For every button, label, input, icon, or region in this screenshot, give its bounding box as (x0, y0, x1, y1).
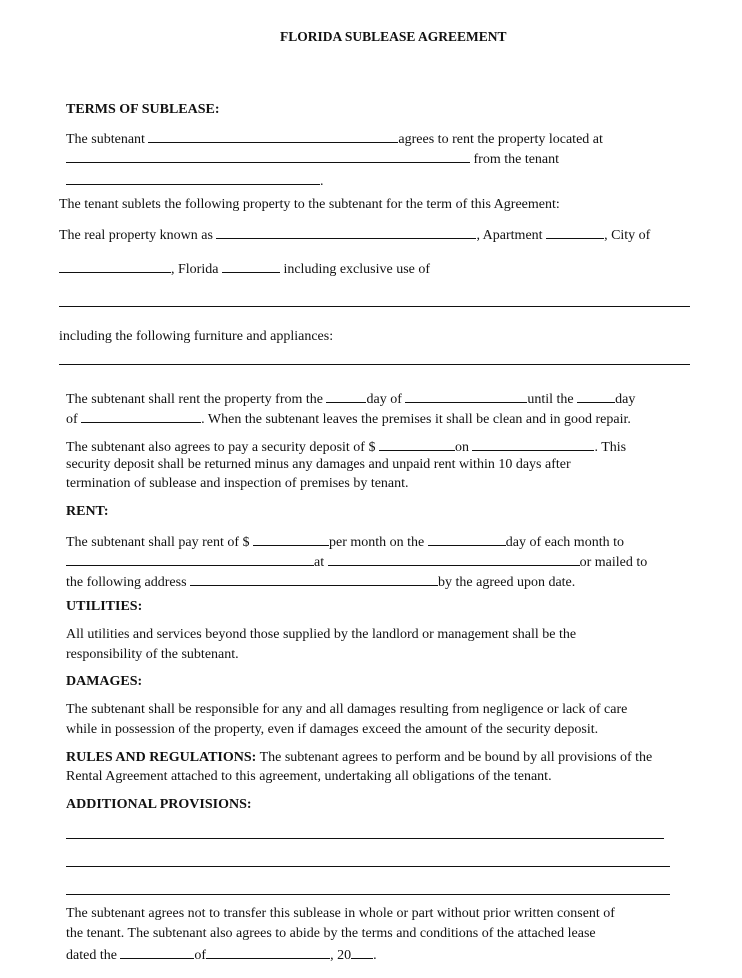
rules-line-2: Rental Agreement attached to this agreement, undertaking all obligations of the tenant. (66, 769, 552, 784)
florida-label: , Florida (171, 262, 219, 277)
county-field[interactable] (222, 258, 280, 273)
apartment-field[interactable] (546, 224, 604, 239)
rent-from-label: The subtenant shall rent the property from the (66, 392, 323, 407)
agreed-date-label: by the agreed upon date. (438, 575, 576, 590)
lease-month-field[interactable] (206, 944, 330, 959)
additional-provisions-field-2[interactable] (66, 866, 670, 867)
rent-heading: RENT: (66, 504, 109, 519)
rules-heading: RULES AND REGULATIONS: (66, 750, 257, 765)
apartment-label: , Apartment (476, 228, 543, 243)
leave-clean-text: . When the subtenant leaves the premises it shall be clean and in good repair. (201, 412, 631, 427)
terms-line1-end: agrees to rent the property located at (398, 132, 603, 147)
per-month-label: per month on the (329, 535, 425, 550)
closing-line-1: The subtenant agrees not to transfer this sublease in whole or part without prior written consent of (66, 906, 615, 921)
furniture-label: including the following furniture and appliances: (59, 329, 334, 344)
term-line-2 (66, 408, 631, 429)
rules-line1-text: The subtenant agrees to perform and be bound by all provisions of the (256, 750, 653, 765)
city-line (59, 258, 430, 279)
rent-line-1 (66, 531, 624, 552)
rent-location-field[interactable] (328, 551, 580, 566)
rent-payee-field[interactable] (66, 551, 314, 566)
city-of-label: , City of (604, 228, 651, 243)
deposit-line-2: security deposit shall be returned minus any damages and unpaid rent within 10 days after (66, 457, 571, 472)
exclusive-use-field[interactable] (59, 306, 690, 307)
document-title: FLORIDA SUBLEASE AGREEMENT (280, 29, 507, 44)
additional-provisions-heading: ADDITIONAL PROVISIONS: (66, 797, 252, 812)
terms-line-2 (66, 148, 559, 169)
deposit-this-label: . This (594, 440, 627, 455)
rent-day-field[interactable] (428, 531, 506, 546)
deposit-label: The subtenant also agrees to pay a security deposit of $ (66, 440, 376, 455)
rules-line-1 (66, 749, 652, 767)
property-known-line (59, 224, 650, 245)
term-line-1 (66, 388, 635, 409)
closing-line-3 (66, 944, 377, 965)
terms-heading: TERMS OF SUBLEASE: (66, 102, 220, 117)
until-the-label: until the (527, 392, 574, 407)
rent-line-3 (66, 571, 575, 592)
utilities-heading: UTILITIES: (66, 599, 143, 614)
of-label: of (66, 412, 78, 427)
rent-line-2 (66, 551, 647, 572)
start-month-field[interactable] (405, 388, 527, 403)
rent-amount-field[interactable] (253, 531, 329, 546)
lease-day-field[interactable] (120, 944, 194, 959)
lease-year-field[interactable] (351, 944, 373, 959)
end-month-field[interactable] (81, 408, 201, 423)
tenant-name-field[interactable] (66, 170, 320, 185)
closing-line-2: the tenant. The subtenant also agrees to abide by the terms and conditions of the attached lease (66, 926, 596, 941)
rent-amount-label: The subtenant shall pay rent of $ (66, 535, 250, 550)
deposit-on-label: on (454, 440, 469, 455)
utilities-line-2: responsibility of the subtenant. (66, 647, 239, 662)
deposit-date-field[interactable] (472, 436, 594, 451)
terms-line2-end: from the tenant (473, 152, 560, 167)
deposit-line-3: termination of sublease and inspection of premises by tenant. (66, 476, 409, 491)
damages-line-2: while in possession of the property, even if damages exceed the amount of the security deposit. (66, 722, 599, 737)
additional-provisions-field-3[interactable] (66, 894, 670, 895)
furniture-field[interactable] (59, 364, 690, 365)
day-of-label: day of (366, 392, 402, 407)
utilities-line-1: All utilities and services beyond those supplied by the landlord or management shall be the (66, 627, 577, 642)
year-prefix-label: , 20 (330, 948, 352, 963)
damages-line-1: The subtenant shall be responsible for any and all damages resulting from negligence or lack of care (66, 702, 628, 717)
deposit-amount-field[interactable] (379, 436, 455, 451)
property-intro: The tenant sublets the following property to the subtenant for the term of this Agreement: (59, 197, 560, 212)
property-address-field[interactable] (66, 148, 470, 163)
deposit-line-1 (66, 436, 626, 457)
terms-line1-start: The subtenant (66, 132, 145, 147)
dated-the-label: dated the (66, 948, 117, 963)
closing-period: . (373, 948, 377, 963)
terms-line3-end: . (320, 174, 324, 189)
exclusive-use-label: including exclusive use of (283, 262, 431, 277)
damages-heading: DAMAGES: (66, 674, 143, 689)
terms-line-3 (66, 170, 324, 191)
day-each-month-label: day of each month to (505, 535, 624, 550)
city-field[interactable] (59, 258, 171, 273)
day-label: day (615, 392, 636, 407)
following-address-label: the following address (66, 575, 187, 590)
additional-provisions-field-1[interactable] (66, 838, 664, 839)
at-label: at (314, 555, 325, 570)
lease-of-label: of (194, 948, 207, 963)
subtenant-name-field[interactable] (148, 128, 398, 143)
mailed-to-label: or mailed to (579, 555, 648, 570)
terms-line-1 (66, 128, 603, 149)
known-as-label: The real property known as (59, 228, 213, 243)
end-day-field[interactable] (577, 388, 615, 403)
mailing-address-field[interactable] (190, 571, 438, 586)
start-day-field[interactable] (326, 388, 366, 403)
property-known-as-field[interactable] (216, 224, 476, 239)
